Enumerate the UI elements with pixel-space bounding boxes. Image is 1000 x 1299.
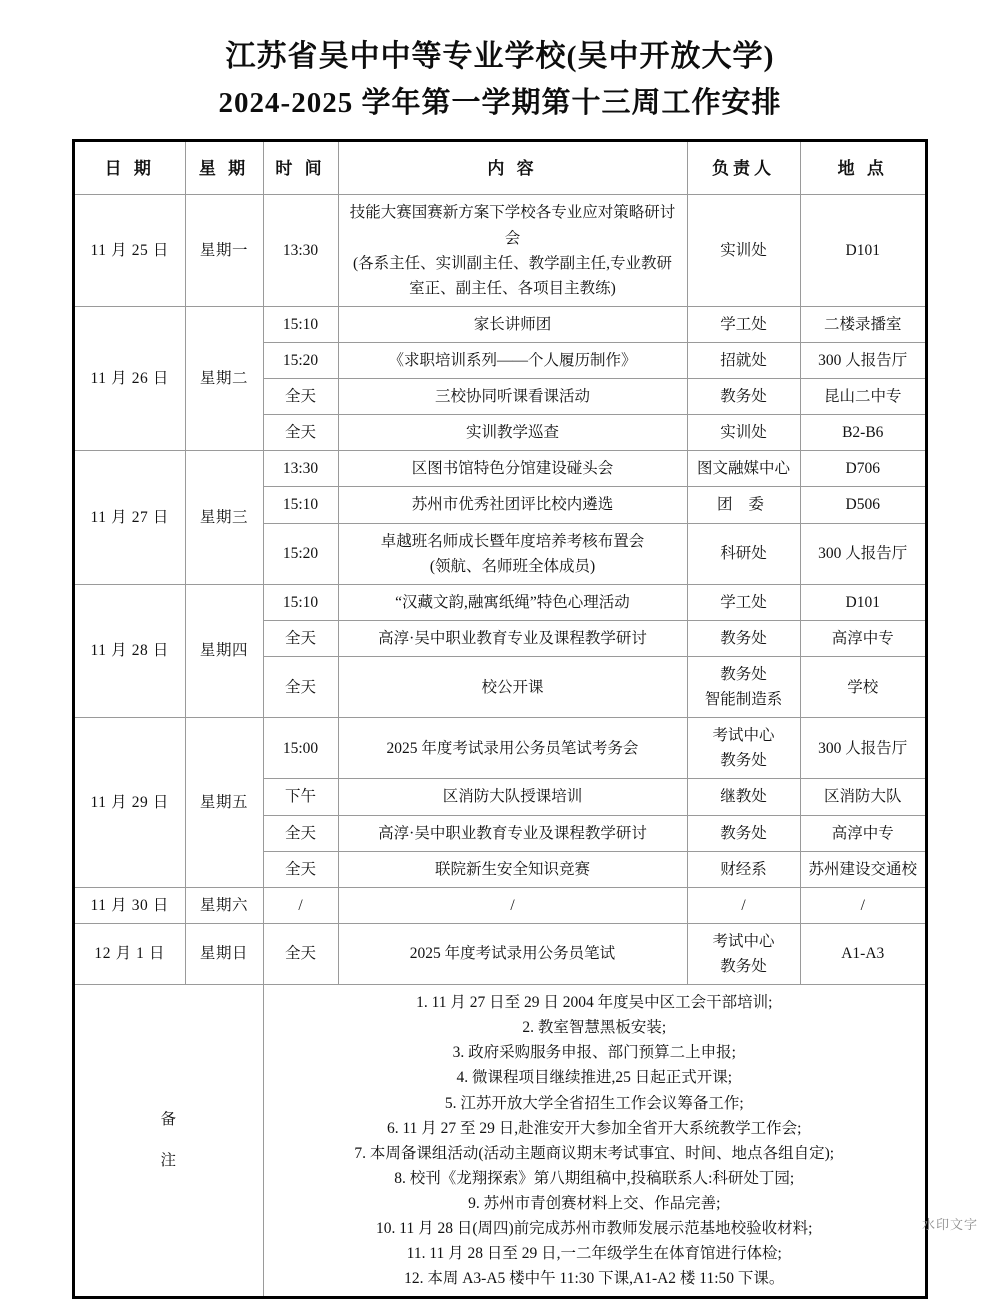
cell-date: 11 月 30 日 [75, 887, 185, 923]
cell-content: 卓越班名师成长暨年度培养考核布置会 (领航、名师班全体成员) [338, 523, 687, 584]
cell-place: 高淳中专 [800, 815, 925, 851]
cell-owner: 继教处 [687, 779, 800, 815]
cell-time: / [263, 887, 338, 923]
table-row [75, 923, 925, 984]
cell-place: / [800, 887, 925, 923]
cell-owner: 图文融媒中心 [687, 451, 800, 487]
remark-note: 10. 11 月 28 日(周四)前完成苏州市教师发展示范基地校验收材料; [376, 1220, 813, 1238]
remark-note: 7. 本周备课组活动(活动主题商议期末考试事宜、时间、地点各组自定); [354, 1144, 835, 1162]
cell-place: 昆山二中专 [800, 379, 925, 415]
cell-time: 13:30 [263, 195, 338, 306]
cell-weekday: 星期六 [185, 887, 263, 923]
remark-note: 11. 11 月 28 日至 29 日,一二年级学生在体育馆进行体检; [406, 1245, 782, 1263]
cell-content: 2025 年度考试录用公务员笔试 [338, 923, 687, 984]
cell-time: 全天 [263, 379, 338, 415]
cell-time: 全天 [263, 851, 338, 887]
remark-row [75, 985, 925, 1297]
cell-owner: 学工处 [687, 584, 800, 620]
cell-place: D506 [800, 487, 925, 523]
cell-time: 15:20 [263, 523, 338, 584]
schedule-table [75, 142, 925, 1296]
cell-content: 区图书馆特色分馆建设碰头会 [338, 451, 687, 487]
cell-time: 15:10 [263, 584, 338, 620]
remark-note: 5. 江苏开放大学全省招生工作会议筹备工作; [444, 1094, 744, 1112]
cell-content: 苏州市优秀社团评比校内遴选 [338, 487, 687, 523]
cell-owner: 实训处 [687, 195, 800, 306]
cell-place: D101 [800, 584, 925, 620]
cell-time: 15:00 [263, 718, 338, 779]
remark-note: 2. 教室智慧黑板安装; [522, 1019, 667, 1037]
cell-content: 高淳·吴中职业教育专业及课程教学研讨 [338, 815, 687, 851]
cell-time: 全天 [263, 620, 338, 656]
table-row [75, 195, 925, 306]
remark-note: 6. 11 月 27 至 29 日,赴淮安开大参加全省开大系统教学工作会; [387, 1119, 802, 1137]
cell-place: 300 人报告厅 [800, 718, 925, 779]
cell-owner: 学工处 [687, 306, 800, 342]
cell-owner: / [687, 887, 800, 923]
cell-time: 全天 [263, 415, 338, 451]
cell-place: D706 [800, 451, 925, 487]
remark-note: 8. 校刊《龙翔探索》第八期组稿中,投稿联系人:科研处丁园; [394, 1169, 795, 1187]
cell-content: 实训教学巡查 [338, 415, 687, 451]
cell-owner: 考试中心 教务处 [687, 718, 800, 779]
cell-place: 高淳中专 [800, 620, 925, 656]
cell-owner: 教务处 [687, 620, 800, 656]
watermark-text: 水印文字 [921, 1217, 978, 1232]
table-row [75, 306, 925, 342]
cell-place: 区消防大队 [800, 779, 925, 815]
cell-owner: 实训处 [687, 415, 800, 451]
cell-time: 15:10 [263, 487, 338, 523]
column-header-weekday: 星 期 [185, 142, 263, 195]
table-row [75, 584, 925, 620]
cell-owner: 团 委 [687, 487, 800, 523]
cell-weekday: 星期二 [185, 306, 263, 450]
column-header-place: 地 点 [800, 142, 925, 195]
cell-date: 11 月 26 日 [75, 306, 185, 450]
cell-date: 11 月 27 日 [75, 451, 185, 584]
cell-weekday: 星期三 [185, 451, 263, 584]
remark-note: 9. 苏州市青创赛材料上交、作品完善; [468, 1194, 721, 1212]
column-header-content: 内 容 [338, 142, 687, 195]
column-header-date: 日 期 [75, 142, 185, 195]
column-header-owner: 负责人 [687, 142, 800, 195]
cell-owner: 科研处 [687, 523, 800, 584]
table-row [75, 718, 925, 779]
cell-time: 全天 [263, 656, 338, 717]
cell-time: 15:20 [263, 342, 338, 378]
cell-weekday: 星期一 [185, 195, 263, 306]
schedule-table-container [72, 139, 928, 1299]
remark-note: 1. 11 月 27 日至 29 日 2004 年度吴中区工会干部培训; [416, 994, 773, 1012]
table-row [75, 451, 925, 487]
cell-content: 2025 年度考试录用公务员笔试考务会 [338, 718, 687, 779]
cell-owner: 考试中心 教务处 [687, 923, 800, 984]
cell-owner: 教务处 智能制造系 [687, 656, 800, 717]
cell-content: “汉藏文韵,融寓纸绳”特色心理活动 [338, 584, 687, 620]
table-row [75, 887, 925, 923]
remark-note: 12. 本周 A3-A5 楼中午 11:30 下课,A1-A2 楼 11:50 下课。 [404, 1270, 785, 1288]
cell-content: 联院新生安全知识竞赛 [338, 851, 687, 887]
cell-time: 全天 [263, 923, 338, 984]
document-title-block [0, 0, 1000, 125]
cell-place: 苏州建设交通校 [800, 851, 925, 887]
cell-content: 区消防大队授课培训 [338, 779, 687, 815]
cell-place: D101 [800, 195, 925, 306]
cell-time: 全天 [263, 815, 338, 851]
cell-time: 15:10 [263, 306, 338, 342]
cell-place: 学校 [800, 656, 925, 717]
page-title-line-1: 江苏省吴中中等专业学校(吴中开放大学) [225, 40, 775, 73]
cell-owner: 教务处 [687, 379, 800, 415]
cell-content: 高淳·吴中职业教育专业及课程教学研讨 [338, 620, 687, 656]
cell-content: 《求职培训系列——个人履历制作》 [338, 342, 687, 378]
cell-place: 300 人报告厅 [800, 523, 925, 584]
cell-place: A1-A3 [800, 923, 925, 984]
cell-place: 300 人报告厅 [800, 342, 925, 378]
cell-place: B2-B6 [800, 415, 925, 451]
remark-body [263, 985, 925, 1297]
cell-content: / [338, 887, 687, 923]
cell-weekday: 星期四 [185, 584, 263, 717]
cell-date: 11 月 29 日 [75, 718, 185, 888]
cell-owner: 招就处 [687, 342, 800, 378]
cell-owner: 财经系 [687, 851, 800, 887]
cell-content: 技能大赛国赛新方案下学校各专业应对策略研讨会 (各系主任、实训副主任、教学副主任,专业教研 室正、副主任、各项目主教练) [338, 195, 687, 306]
remark-note: 4. 微课程项目继续推进,25 日起正式开课; [456, 1069, 733, 1087]
cell-weekday: 星期日 [185, 923, 263, 984]
cell-owner: 教务处 [687, 815, 800, 851]
cell-time: 下午 [263, 779, 338, 815]
cell-date: 11 月 28 日 [75, 584, 185, 717]
remark-label: 备 注 [75, 985, 263, 1297]
cell-place: 二楼录播室 [800, 306, 925, 342]
cell-time: 13:30 [263, 451, 338, 487]
page-title-line-2: 2024-2025 学年第一学期第十三周工作安排 [218, 86, 782, 119]
column-header-time: 时 间 [263, 142, 338, 195]
cell-date: 11 月 25 日 [75, 195, 185, 306]
cell-content: 校公开课 [338, 656, 687, 717]
cell-content: 三校协同听课看课活动 [338, 379, 687, 415]
table-header-row [75, 142, 925, 195]
cell-content: 家长讲师团 [338, 306, 687, 342]
remark-note: 3. 政府采购服务申报、部门预算二上申报; [452, 1044, 736, 1062]
cell-date: 12 月 1 日 [75, 923, 185, 984]
cell-weekday: 星期五 [185, 718, 263, 888]
